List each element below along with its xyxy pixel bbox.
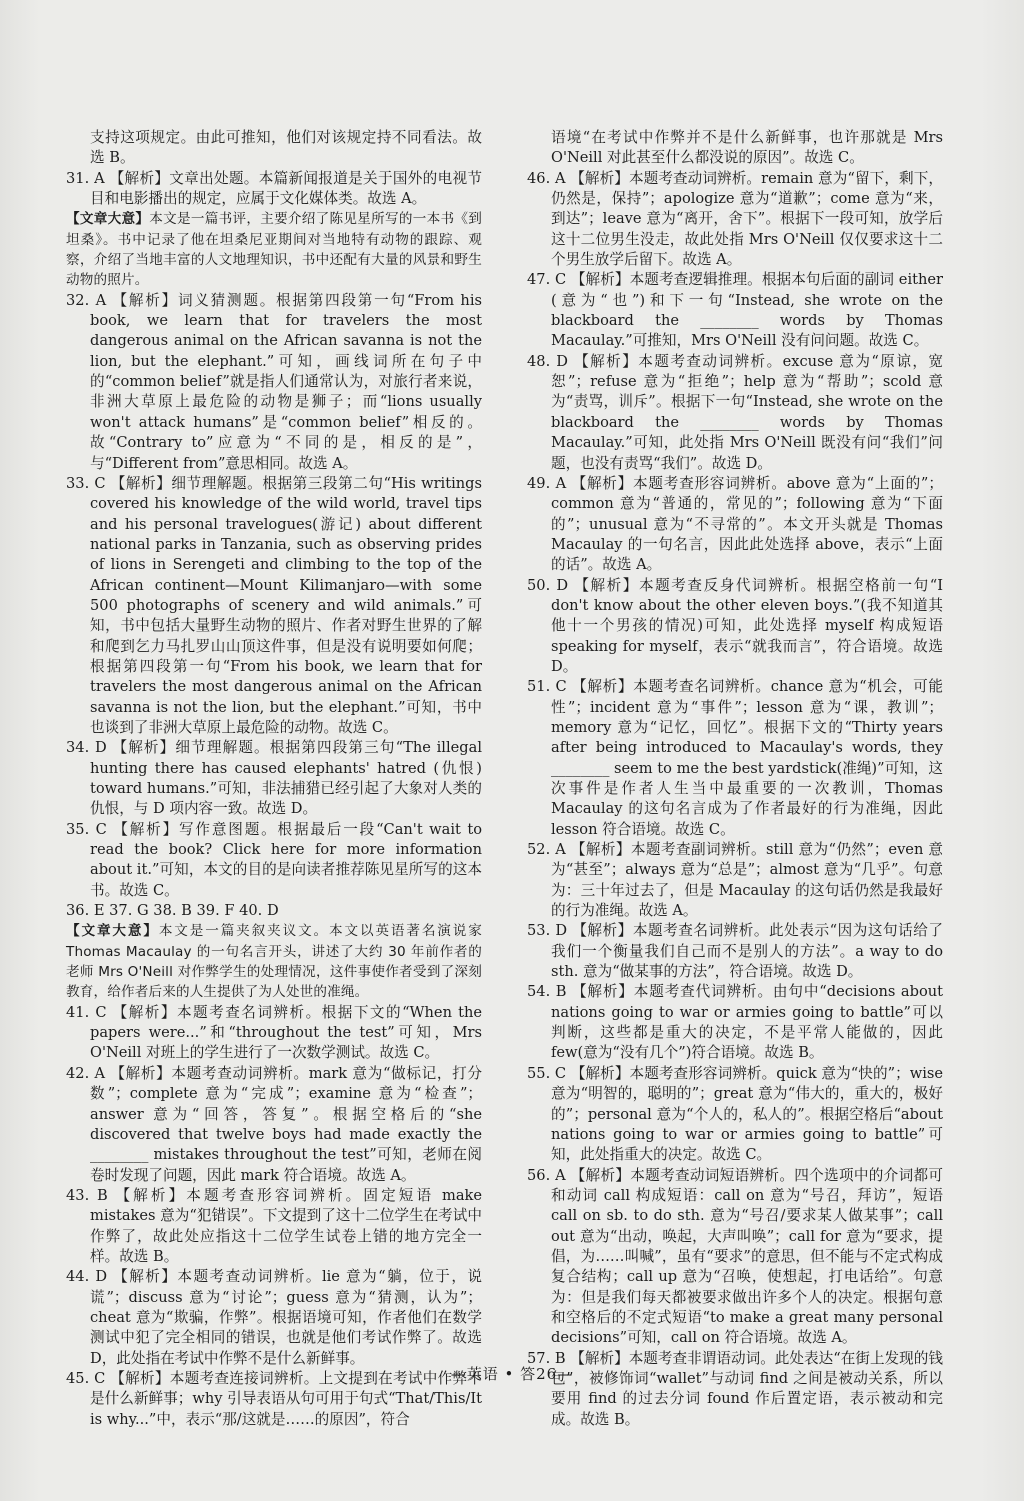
answer-item: 52. A 【解析】本题考查副词辨析。still 意为“仍然”；even 意为“甚至”；always 意为“总是”；almost 意为“几乎”。句意为：三十年过去了，但是 Macaulay 的这句话仍然是我最好的行为准绳。故选 A。 — [527, 841, 943, 920]
answer-item: 48. D 【解析】本题考查动词辨析。excuse 意为“原谅，宽恕”；refuse 意为“拒绝”；help 意为“帮助”；scold 意为“责骂，训斥”。根据下一句“Instead, she wrote on the blackboard the ________ words by Thomas Macaulay.”可知，此处指 Mrs O'Neill 既没有问“我们”问题，也没有责骂“我们”。故选 D。 — [527, 352, 943, 472]
summary-text: 本文是一篇夹叙夹议文。本文以英语著名演说家 Thomas Macaulay 的一句名言开头，讲述了大约 30 年前作者的老师 Mrs O'Neill 对作弊学生的处理情况，这件事使作者受到了深刻教育，给作者后来的人生提供了为人处世的准绳。 — [66, 923, 482, 1001]
answer-item: 54. B 【解析】本题考查代词辨析。由句中“decisions about nations going to war or armies going to battle”可以判断，这些都是重大的决定，不是平常人能做的，因此 few(意为“没有几个”)符合语境。故选 B。 — [527, 983, 943, 1062]
summary-tag: 【文章大意】 — [66, 211, 150, 228]
answer-item: 50. D 【解析】本题考查反身代词辨析。根据空格前一句“I don't know about the other eleven boys.”(我不知道其他十一个男孩的情况)可知，此处选择 myself 构成短语 speaking for myself，表示“就我而言”，符合语境。故选 D。 — [527, 576, 943, 675]
article-summary — [66, 209, 482, 290]
answer-item: 44. D 【解析】本题考查动词辨析。lie 意为“躺，位于，说谎”；discuss 意为“讨论”；guess 意为“猜测，认为”；cheat 意为“欺骗，作弊”。根据语境可知，作者他们在数学测试中犯了完全相同的错误，也就是他们考试作弊了。故选 D，此处指在考试中作弊不是什么新鲜事。 — [66, 1268, 482, 1367]
answer-item: 34. D 【解析】细节理解题。根据第四段第三句“The illegal hunting there has caused elephants' hatred (仇恨) toward humans.”可知，非法捕猎已经引起了大象对人类的仇恨，与 D 项内容一致。故选 D。 — [66, 739, 482, 818]
answer-item: 42. A 【解析】本题考查动词辨析。mark 意为“做标记，打分数”；complete 意为“完成”；examine 意为“检查”；answer 意为“回答，答复”。根据空格后的“she discovered that twelve boys had made exactly the ________ mistakes throughout the test”可知，老师在阅卷时发现了问题，因此 mark 符合语境。故选 A。 — [66, 1064, 482, 1184]
answer-item: 49. A 【解析】本题考查形容词辨析。above 意为“上面的”；common 意为“普通的，常见的”；following 意为“下面的”；unusual 意为“不寻常的”。本文开头就是 Thomas Macaulay 的一句名言，因此此处选择 above，表示“上面的话”。故选 A。 — [527, 474, 943, 574]
answer-continuation: 支持这项规定。由此可推知，他们对该规定持不同看法。故选 B。 — [90, 129, 482, 167]
answer-item: 47. C 【解析】本题考查逻辑推理。根据本句后面的副词 either (意为“也”)和下一句“Instead, she wrote on the blackboard the ________ words by Thomas Macaulay.”可推知，Mrs O'Neill 没有问问题。故选 C。 — [527, 271, 943, 350]
answer-item: 43. B 【解析】本题考查形容词辨析。固定短语 make mistakes 意为“犯错误”。下文提到了这十二位学生在考试中作弊了，故此处应指这十二位学生试卷上错的地方完全一样。故选 B。 — [66, 1186, 482, 1265]
answer-continuation: 语境“在考试中作弊并不是什么新鲜事，也许那就是 Mrs O'Neill 对此甚至什么都没说的原因”。故选 C。 — [551, 129, 943, 167]
answer-item: 32. A 【解析】词义猜测题。根据第四段第一句“From his book, we learn that for travelers the most dangerous animal on the African savanna is not the lion, but the elephant.”可知，画线词所在句子中的“common belief”就是指人们通常认为，对旅行者来说，非洲大草原上最危险的动物是狮子；而“lions usually won't attack humans”是“common belief”相反的。故“Contrary to”应意为“不同的是，相反的是”，与“Different from”意思相同。故选 A。 — [66, 291, 482, 472]
answer-item: 41. C 【解析】本题考查名词辨析。根据下文的“When the papers were...”和“throughout the test”可知，Mrs O'Neill 对班上的学生进行了一次数学测试。故选 C。 — [66, 1003, 482, 1062]
article-summary — [66, 921, 482, 1002]
right-column — [527, 128, 943, 1430]
answer-item: 53. D 【解析】本题考查名词辨析。此处表示“因为这句话给了我们一个衡量我们自己而不是别人的方法”。a way to do sth. 意为“做某事的方法”，符合语境。故选 D。 — [527, 922, 943, 981]
summary-tag: 【文章大意】 — [66, 923, 159, 940]
answer-item: 35. C 【解析】写作意图题。根据最后一段“Can't wait to read the book? Click here for more information about it.”可知，本文的目的是向读者推荐陈见星所写的这本书。故选 C。 — [66, 820, 482, 899]
summary-text: 本文是一篇书评，主要介绍了陈见星所写的一本书《到坦桑》。书中记录了他在坦桑尼亚期间对当地特有动物的跟踪、观察，介绍了当地丰富的人文地理知识，书中还配有大量的风景和野生动物的照片。 — [66, 211, 482, 289]
answer-item: 46. A 【解析】本题考查动词辨析。remain 意为“留下，剩下，仍然是，保持”；apologize 意为“道歉”；come 意为“来，到达”；leave 意为“离开，舍下”。根据下一段可知，放学后这十二位男生没走，故此处指 Mrs O'Neill 仅仅要求这十二个男生放学后留下。故选 A。 — [527, 169, 943, 269]
answer-item: 51. C 【解析】本题考查名词辨析。chance 意为“机会，可能性”；incident 意为“事件”；lesson 意为“课，教训”；memory 意为“记忆，回忆”。根据下文的“Thirty years after being introduced to Macaulay's words, they ________ seem to me the best yardstick(准绳)”可知，这次事件是作者人生当中最重要的一次教训，Thomas Macaulay 的这句名言成为了作者最好的行为准绳，因此 lesson 符合语境。故选 C。 — [527, 678, 943, 838]
answer-item: 31. A 【解析】文章出处题。本篇新闻报道是关于国外的电视节目和电影播出的规定，应属于文化媒体类。故选 A。 — [66, 169, 482, 208]
answer-item: 57. B 【解析】本题考查非谓语动词。此处表达“在街上发现的钱包”，被修饰词“wallet”与动词 find 之间是被动关系，所以要用 find 的过去分词 found 作后置定语，表示被动和完成。故选 B。 — [527, 1349, 943, 1428]
page-footer: —英语 • 答26— — [450, 1365, 574, 1383]
answer-item: 45. C 【解析】本题考查连接词辨析。上文提到在考试中作弊不是什么新鲜事；why 引导表语从句可用于句式“That/This/It is why...”中，表示“那/这就是……的原因”，符合 — [66, 1369, 482, 1428]
answer-item: 36. E 37. G 38. B 39. F 40. D — [66, 902, 279, 920]
answer-item: 55. C 【解析】本题考查形容词辨析。quick 意为“快的”；wise 意为“明智的，聪明的”；great 意为“伟大的，重大的，极好的”；personal 意为“个人的，私人的”。根据空格后“about nations going to war or armies going to battle”可知，此处指重大的决定。故选 C。 — [527, 1064, 943, 1164]
answer-item: 56. A 【解析】本题考查动词短语辨析。四个选项中的介词都可和动词 call 构成短语：call on 意为“号召，拜访”，短语 call on sb. to do sth. 意为“号召/要求某人做某事”；call out 意为“出动，唤起，大声叫唤”；call for 意为“要求，提倡，为……叫喊”，虽有“要求”的意思，但不能与不定式构成复合结构；call up 意为“召唤，使想起，打电话给”。句意为：但是我们每天都被要求做出许多个人的决定。根据句意和空格后的不定式短语“to make a great many personal decisions”可知，call on 符合语境。故选 A。 — [527, 1166, 943, 1347]
answer-item: 33. C 【解析】细节理解题。根据第三段第二句“His writings covered his knowledge of the wild world, travel tips and his personal travelogues(游记) about different national parks in Tanzania, such as observing prides of lions in Serengeti and climbing to the top of the African continent—Mount Kilimanjaro—with some 500 photographs of scenery and wild animals.”可知，书中包括大量野生动物的照片、作者对野生世界的了解和爬到乞力马扎罗山山顶这件事，但是没有说明要如何爬；根据第四段第一句“From his book, we learn that for travelers the most dangerous animal on the African savanna is not the lion, but the elephant.”可知，书中也谈到了非洲大草原上最危险的动物。故选 C。 — [66, 474, 482, 736]
left-column — [66, 128, 482, 1430]
